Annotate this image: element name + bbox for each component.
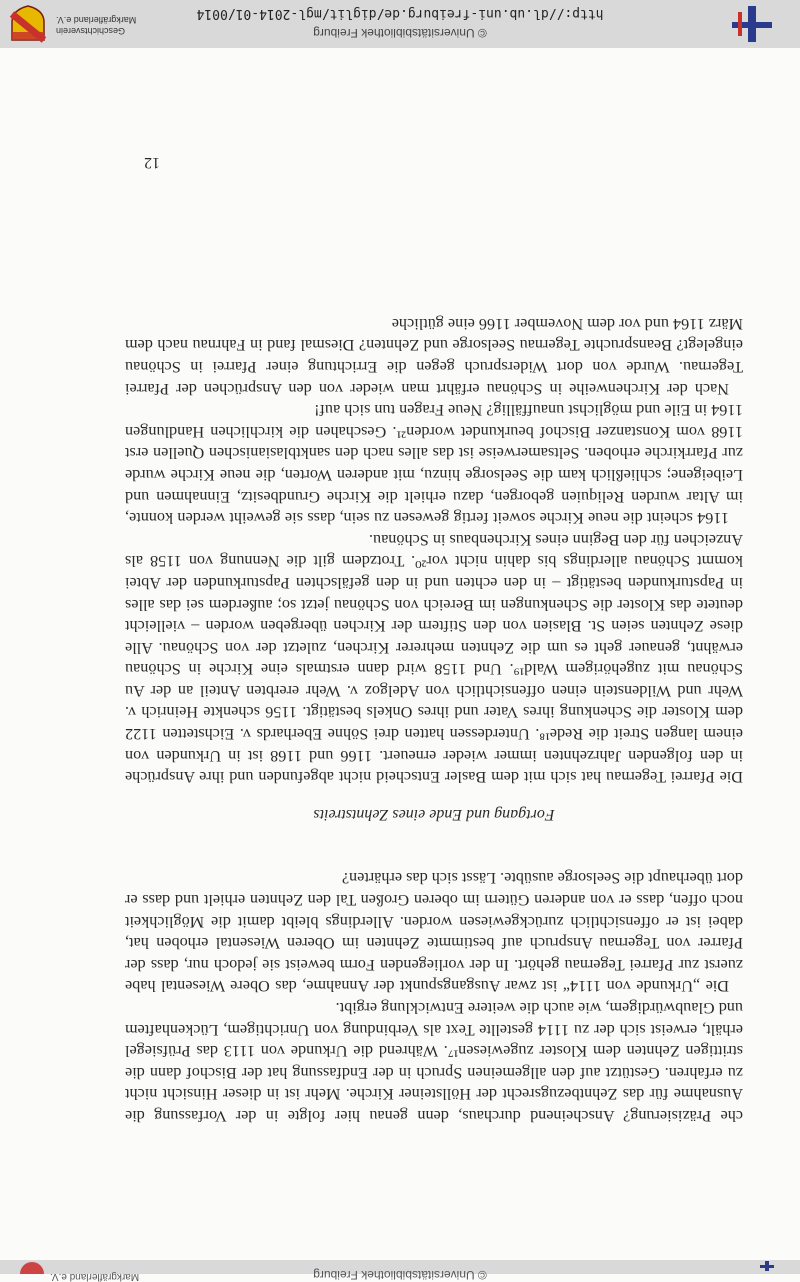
paragraph: Nach der Kirchenweihe in Schönau erfährt man wieder von den Ansprüchen der Pfarrei Tegernau. Wurde von dort Widerspruch gegen die Errichtung einer Pfarrei in Schönau eingelegt? Beanspruchte Tegernau Seelsorge und Zehnten? Diesmal fand in Fahrnau nach dem März 1164 und vor dem November 1166 eine gütliche: [125, 314, 743, 398]
header-society: Markgräflerland e.V.: [50, 1271, 140, 1282]
crest-icon: [20, 1262, 44, 1274]
crest-icon: [8, 4, 48, 44]
paragraph: 1164 scheint die neue Kirche soweit fertig gewesen zu sein, dass sie geweiht werden konnte, im Altar wurden Reliquien geborgen, dazu erhielt die Kirche Grundbesitz, Einnahmen und Leibeigene; schließlich kam die Seelsorge hinzu, mit anderen Worten, die neue Kirche wurde zur Pfarrkirche erhoben. Seltsamerweise ist das alles nach den sanktblasianischen Quellen erst 1168 vom Konstanzer Bischof beurkundet worden²¹. Geschahen die kirchlichen Handlungen 1164 in Eile und möglichst unauffällig? Neue Fragen tun sich auf!: [125, 401, 743, 528]
book-text-block: [125, 312, 743, 1126]
viewer-footer: [0, 0, 800, 48]
society-name: Geschichtsverein Markgräflerland e.V.: [56, 15, 137, 36]
section-heading: Fortgang und Ende eines Zehntstreits: [313, 805, 555, 823]
permalink-url[interactable]: http://dl.ub.uni-freiburg.de/diglit/mgl-2014-01/0014: [196, 6, 604, 21]
paragraph: Die Pfarrei Tegernau hat sich mit dem Basler Entscheid nicht abgefunden und ihre Ansprüche in den folgenden Jahrzehnten immer wieder erneuert. 1166 und 1168 ist in Urkunden von einem langen Streit die Rede¹⁸. Unterdessen hatten drei Söhne Eberhards v. Eichstetten 1122 dem Kloster die Schenkung ihres Vater und ihres Onkels bestätigt. 1156 schenkte Heinrich v. Wehr und Wildenstein einen offensichtlich von Adelgoz v. Wehr ererbten Anteil an der Au Schönau mit zugehörigem Wald¹⁹. Und 1158 wird dann erstmals eine Kirche in Schönau erwähnt, genauer geht es um die Zehnten mehrerer Kirchen, zuletzt der von Schönau. Alle diese Zehnten seien St. Blasien von den Stiftern der Kirchen übergeben worden – vielleicht deutete das Kloster die Schenkungen im Bereich von Schönau jetzt so; außerdem sei das alles in Papsturkunden bestätigt – in den echten und in den gefälschten Papsturkunden der Abtei kommt Schönau allerdings bis dahin nicht vor²⁰. Trotzdem gilt die Nennung von 1158 als Anzeichen für den Beginn eines Kirchenbaus in Schönau.: [125, 530, 743, 787]
page-number: 12: [144, 154, 160, 171]
paragraph: che Präzisierung? Anscheinend durchaus, denn genau hier folgte in der Vorfassung die Ausnahme für das Zehntbezugsrecht der Höllsteiner Kirche. Mehr ist in dieser Hinsicht nicht zu erfahren. Gestützt auf den allgemeinen Spruch in der Endfassung hat der Bischof dann die strittigen Zehnten dem Kloster zugewiesen¹⁷. Während die Urkunde von 1113 das Prüfsiegel erhält, erweist sich der zu 1114 gestellte Text als Verbindung von Unrichtigem, Lückenhaftem und Glaubwürdigem, wie auch die weitere Entwicklung ergibt.: [125, 999, 743, 1125]
society-branding: [8, 4, 158, 44]
viewer-header-strip: [0, 1260, 800, 1282]
footer-copyright: © Universitätsbibliothek Freiburg: [313, 26, 487, 40]
header-copyright: © Universitätsbibliothek Freiburg: [313, 1268, 487, 1282]
paragraph: Die „Urkunde von 1114“ ist zwar Ausgangspunkt der Annahme, das Obere Wiesental habe zuerst zur Pfarrei Tegernau gehört. In der vorliegenden Form beweist sie jedoch nur, dass der Pfarrer von Tegernau Anspruch auf bestimmte Zehnten im Oberen Wiesental erhoben hat, dabei ist er offensichtlich zurückgewiesen worden. Allerdings bleibt damit die Möglichkeit noch offen, dass er von anderen Gütern im oberen Großen Tal den Zehnten erhielt und dass er dort überhaupt die Seelsorge ausübte. Lässt sich das erhärten?: [125, 869, 743, 996]
